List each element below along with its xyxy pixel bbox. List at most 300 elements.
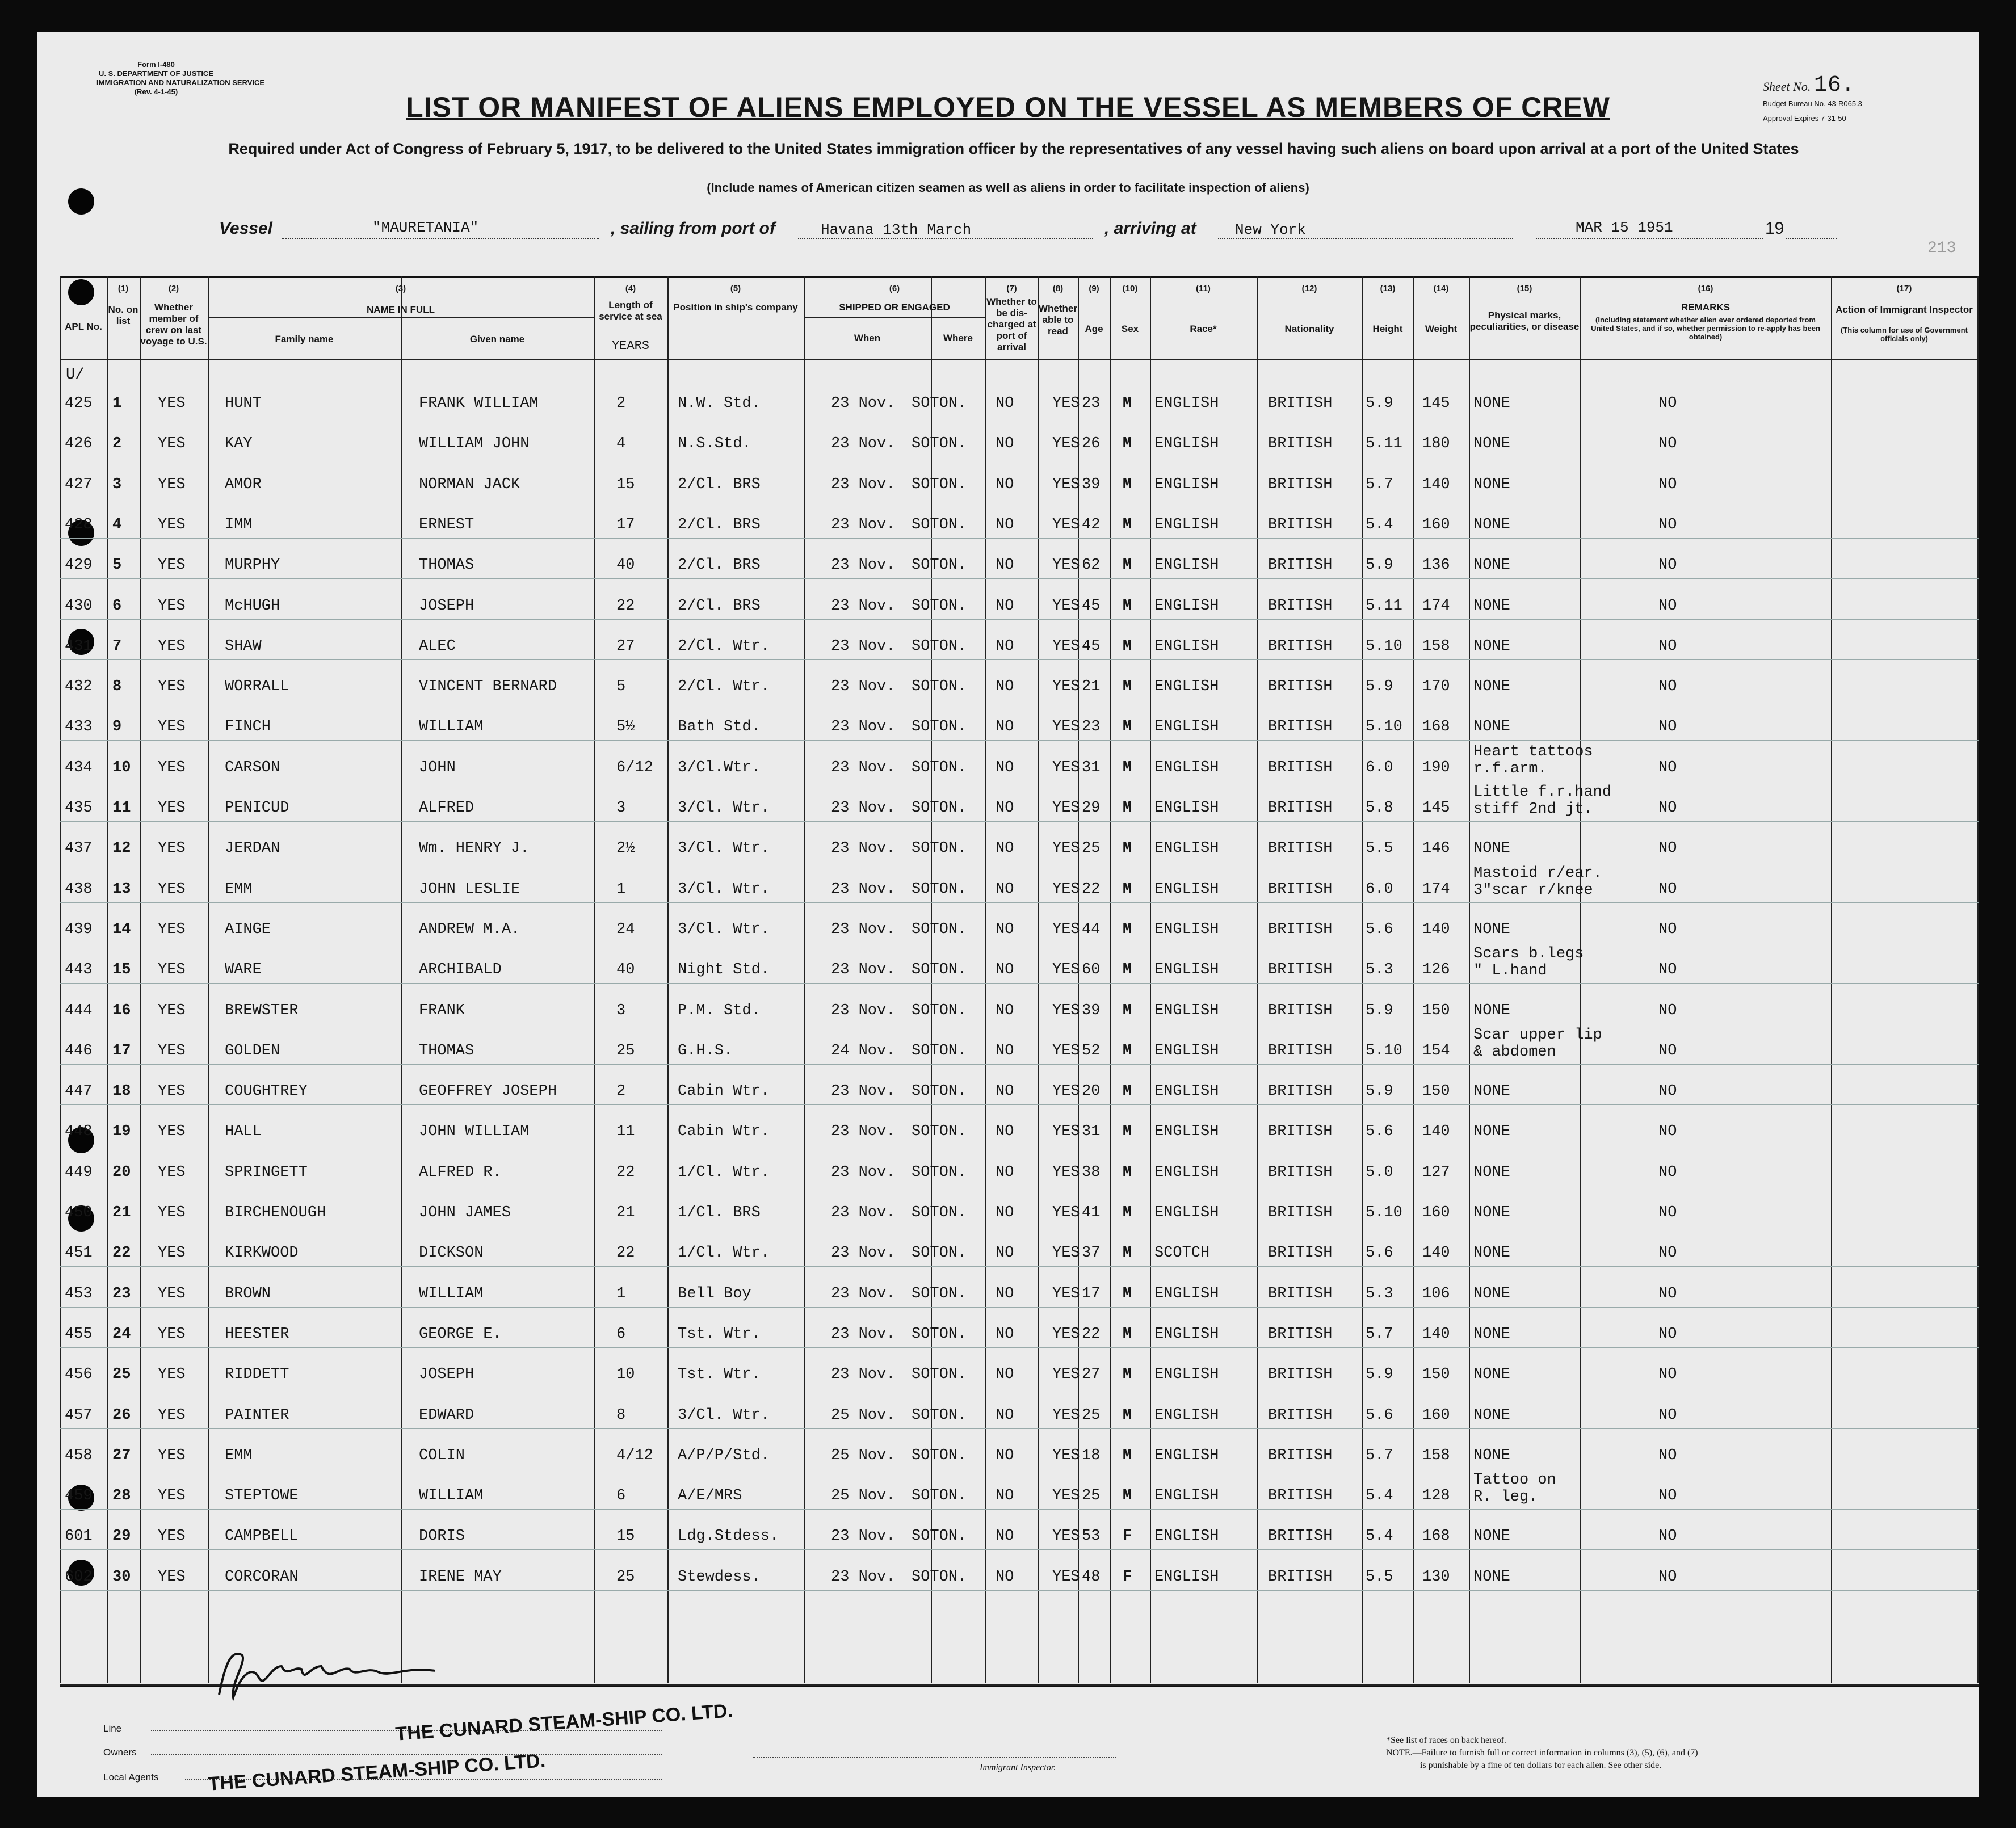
- shipped-where: SOTON.: [912, 1043, 967, 1060]
- sex: M: [1123, 759, 1132, 776]
- crew-member-flag: YES: [158, 598, 186, 615]
- able-to-read: YES: [1052, 800, 1080, 817]
- shipped-where: SOTON.: [912, 1204, 967, 1221]
- nationality: BRITISH: [1268, 1164, 1333, 1181]
- remarks: NO: [1658, 1123, 1677, 1140]
- crew-member-flag: YES: [158, 1002, 186, 1019]
- discharged-flag: NO: [996, 516, 1014, 533]
- height: 5.4: [1366, 1487, 1393, 1505]
- age: 44: [1082, 921, 1101, 938]
- row-rule: [60, 821, 1979, 822]
- years-of-service: 2: [616, 1083, 626, 1100]
- header-action: Action of Immigrant Inspector: [1836, 304, 1973, 315]
- given-name: ALEC: [419, 638, 456, 655]
- row-rule: [60, 740, 1979, 741]
- race: ENGLISH: [1154, 718, 1219, 736]
- nationality: BRITISH: [1268, 1407, 1333, 1424]
- height: 5.11: [1366, 598, 1402, 615]
- header-apl-no: APL No.: [65, 321, 102, 332]
- remarks: NO: [1658, 435, 1677, 452]
- race: ENGLISH: [1154, 1002, 1219, 1019]
- shipped-where: SOTON.: [912, 476, 967, 493]
- local-agents-label: Local Agents: [103, 1772, 159, 1783]
- ship-position: Tst. Wtr.: [678, 1326, 761, 1343]
- given-name: WILLIAM: [419, 1487, 484, 1505]
- physical-marks-continued: " L.hand: [1473, 963, 1547, 980]
- ship-position: Stewdess.: [678, 1569, 761, 1586]
- crew-member-flag: YES: [158, 476, 186, 493]
- nationality: BRITISH: [1268, 1447, 1333, 1464]
- shipped-when: 23 Nov.: [831, 435, 896, 452]
- row-rule: [60, 1347, 1979, 1348]
- header-whether-member: Whether member of crew on last voyage to U.S.: [140, 302, 207, 347]
- crew-member-flag: YES: [158, 435, 186, 452]
- race: ENGLISH: [1154, 881, 1219, 898]
- given-name: COLIN: [419, 1447, 465, 1464]
- penalty-note-2: is punishable by a fine of ten dollars for each alien. See other side.: [1420, 1760, 1662, 1770]
- list-number: 29: [112, 1528, 131, 1545]
- row-rule: [60, 983, 1979, 984]
- sex: M: [1123, 435, 1132, 452]
- discharged-flag: NO: [996, 1043, 1014, 1060]
- shipped-where: SOTON.: [912, 435, 967, 452]
- given-name: JOHN WILLIAM: [419, 1123, 530, 1140]
- weight: 160: [1422, 1407, 1450, 1424]
- header-able-to-read: Whether able to read: [1039, 303, 1077, 337]
- family-name: CAMPBELL: [225, 1528, 299, 1545]
- physical-marks: NONE: [1473, 1164, 1510, 1181]
- remarks: NO: [1658, 840, 1677, 857]
- family-name: AINGE: [225, 921, 271, 938]
- able-to-read: YES: [1052, 1204, 1080, 1221]
- physical-marks: Little f.r.hand: [1473, 784, 1612, 801]
- weight: 140: [1422, 1326, 1450, 1343]
- sex: M: [1123, 516, 1132, 533]
- owners-label: Owners: [103, 1747, 137, 1758]
- years-of-service: 40: [616, 557, 635, 574]
- list-number: 7: [112, 638, 122, 655]
- shipped-when: 23 Nov.: [831, 1204, 896, 1221]
- shipped-when: 23 Nov.: [831, 598, 896, 615]
- height: 5.6: [1366, 1245, 1393, 1262]
- crew-member-flag: YES: [158, 881, 186, 898]
- height: 5.3: [1366, 1285, 1393, 1302]
- family-name: KIRKWOOD: [225, 1245, 299, 1262]
- family-name: AMOR: [225, 476, 262, 493]
- discharged-flag: NO: [996, 1569, 1014, 1586]
- ship-position: A/P/P/Std.: [678, 1447, 770, 1464]
- shipped-where: SOTON.: [912, 800, 967, 817]
- list-number: 17: [112, 1043, 131, 1060]
- family-name: BROWN: [225, 1285, 271, 1302]
- physical-marks-continued: stiff 2nd jt.: [1473, 801, 1593, 818]
- crew-member-flag: YES: [158, 840, 186, 857]
- nationality: BRITISH: [1268, 1083, 1333, 1100]
- discharged-flag: NO: [996, 1245, 1014, 1262]
- sex: M: [1123, 395, 1132, 412]
- height: 5.6: [1366, 921, 1393, 938]
- crew-member-flag: YES: [158, 557, 186, 574]
- able-to-read: YES: [1052, 1407, 1080, 1424]
- crew-member-flag: YES: [158, 1487, 186, 1505]
- list-number: 11: [112, 800, 131, 817]
- shipped-when: 23 Nov.: [831, 1569, 896, 1586]
- years-of-service: 24: [616, 921, 635, 938]
- weight: 145: [1422, 395, 1450, 412]
- shipped-where: SOTON.: [912, 1407, 967, 1424]
- years-of-service: 5½: [616, 718, 635, 736]
- weight: 140: [1422, 476, 1450, 493]
- physical-marks: NONE: [1473, 395, 1510, 412]
- given-name: ERNEST: [419, 516, 474, 533]
- sex: M: [1123, 1366, 1132, 1383]
- family-name: WORRALL: [225, 678, 289, 695]
- family-name: RIDDETT: [225, 1366, 289, 1383]
- nationality: BRITISH: [1268, 1569, 1333, 1586]
- discharged-flag: NO: [996, 921, 1014, 938]
- discharged-flag: NO: [996, 1326, 1014, 1343]
- remarks: NO: [1658, 1043, 1677, 1060]
- crew-member-flag: YES: [158, 1043, 186, 1060]
- nationality: BRITISH: [1268, 598, 1333, 615]
- header-position: Position in ship's company: [673, 302, 798, 313]
- physical-marks: NONE: [1473, 557, 1510, 574]
- family-name: SHAW: [225, 638, 262, 655]
- race: ENGLISH: [1154, 1366, 1219, 1383]
- family-name: PENICUD: [225, 800, 289, 817]
- family-name: FINCH: [225, 718, 271, 736]
- race: ENGLISH: [1154, 759, 1219, 776]
- able-to-read: YES: [1052, 1002, 1080, 1019]
- shipped-where: SOTON.: [912, 557, 967, 574]
- list-number: 12: [112, 840, 131, 857]
- remarks: NO: [1658, 1164, 1677, 1181]
- race: ENGLISH: [1154, 921, 1219, 938]
- height: 5.5: [1366, 840, 1393, 857]
- physical-marks: NONE: [1473, 1245, 1510, 1262]
- remarks: NO: [1658, 1487, 1677, 1505]
- nationality: BRITISH: [1268, 1245, 1333, 1262]
- crew-member-flag: YES: [158, 1528, 186, 1545]
- nationality: BRITISH: [1268, 800, 1333, 817]
- remarks: NO: [1658, 476, 1677, 493]
- years-of-service: 3: [616, 800, 626, 817]
- race: ENGLISH: [1154, 1123, 1219, 1140]
- race: ENGLISH: [1154, 638, 1219, 655]
- header-family-name: Family name: [275, 334, 334, 344]
- shipped-where: SOTON.: [912, 1487, 967, 1505]
- race: ENGLISH: [1154, 557, 1219, 574]
- shipped-when: 25 Nov.: [831, 1447, 896, 1464]
- list-number: 21: [112, 1204, 131, 1221]
- sex: M: [1123, 881, 1132, 898]
- list-number: 9: [112, 718, 122, 736]
- nationality: BRITISH: [1268, 759, 1333, 776]
- discharged-flag: NO: [996, 1487, 1014, 1505]
- family-name: SPRINGETT: [225, 1164, 308, 1181]
- weight: 128: [1422, 1487, 1450, 1505]
- crew-member-flag: YES: [158, 1285, 186, 1302]
- height: 5.7: [1366, 1326, 1393, 1343]
- height: 5.9: [1366, 395, 1393, 412]
- shipped-where: SOTON.: [912, 516, 967, 533]
- family-name: STEPTOWE: [225, 1487, 299, 1505]
- family-name: KAY: [225, 435, 253, 452]
- ship-position: Tst. Wtr.: [678, 1366, 761, 1383]
- able-to-read: YES: [1052, 557, 1080, 574]
- crew-member-flag: YES: [158, 1164, 186, 1181]
- age: 26: [1082, 435, 1101, 452]
- apl-number: 447: [65, 1083, 93, 1100]
- years-of-service: 4: [616, 435, 626, 452]
- list-number: 10: [112, 759, 131, 776]
- given-name: GEORGE E.: [419, 1326, 502, 1343]
- crew-member-flag: YES: [158, 1447, 186, 1464]
- sex: M: [1123, 476, 1132, 493]
- years-of-service: 2½: [616, 840, 635, 857]
- years-of-service: 22: [616, 1245, 635, 1262]
- discharged-flag: NO: [996, 1002, 1014, 1019]
- nationality: BRITISH: [1268, 1326, 1333, 1343]
- physical-marks: NONE: [1473, 1204, 1510, 1221]
- row-rule: [60, 1590, 1979, 1591]
- apl-number: 427: [65, 476, 93, 493]
- years-of-service: 10: [616, 1366, 635, 1383]
- header-remarks: REMARKS: [1681, 302, 1730, 313]
- apl-number: 434: [65, 759, 93, 776]
- ship-position: Cabin Wtr.: [678, 1083, 770, 1100]
- sailing-label: , sailing from port of: [611, 219, 775, 238]
- header-where: Where: [943, 333, 973, 343]
- race: ENGLISH: [1154, 840, 1219, 857]
- sex: M: [1123, 638, 1132, 655]
- given-name: JOSEPH: [419, 598, 474, 615]
- family-name: COUGHTREY: [225, 1083, 308, 1100]
- apl-number: 458: [65, 1447, 93, 1464]
- remarks: NO: [1658, 557, 1677, 574]
- height: 5.6: [1366, 1407, 1393, 1424]
- race: ENGLISH: [1154, 678, 1219, 695]
- remarks: NO: [1658, 921, 1677, 938]
- apl-number: 443: [65, 961, 93, 978]
- given-name: GEOFFREY JOSEPH: [419, 1083, 557, 1100]
- shipped-when: 23 Nov.: [831, 1164, 896, 1181]
- shipped-when: 23 Nov.: [831, 1326, 896, 1343]
- years-of-service: 1: [616, 1285, 626, 1302]
- shipped-when: 23 Nov.: [831, 800, 896, 817]
- shipped-when: 23 Nov.: [831, 557, 896, 574]
- remarks: NO: [1658, 1245, 1677, 1262]
- physical-marks: NONE: [1473, 1002, 1510, 1019]
- weight: 150: [1422, 1083, 1450, 1100]
- height: 5.0: [1366, 1164, 1393, 1181]
- given-name: WILLIAM JOHN: [419, 435, 530, 452]
- form-number: Form I-480: [137, 60, 175, 69]
- discharged-flag: NO: [996, 395, 1014, 412]
- weight: 146: [1422, 840, 1450, 857]
- sheet-number-value: 16.: [1813, 73, 1855, 98]
- apl-number: 428: [65, 516, 93, 533]
- header-nationality: Nationality: [1284, 323, 1334, 334]
- able-to-read: YES: [1052, 598, 1080, 615]
- vessel-field: "MAURETANIA": [282, 219, 599, 239]
- crew-member-flag: YES: [158, 800, 186, 817]
- apl-number: 444: [65, 1002, 93, 1019]
- nationality: BRITISH: [1268, 395, 1333, 412]
- family-name: EMM: [225, 881, 253, 898]
- years-of-service: 22: [616, 598, 635, 615]
- weight: 158: [1422, 1447, 1450, 1464]
- shipped-when: 25 Nov.: [831, 1487, 896, 1505]
- given-name: WILLIAM: [419, 1285, 484, 1302]
- years-of-service: 2: [616, 395, 626, 412]
- crew-member-flag: YES: [158, 1123, 186, 1140]
- given-name: THOMAS: [419, 557, 474, 574]
- apl-number: 446: [65, 1043, 93, 1060]
- shipped-where: SOTON.: [912, 395, 967, 412]
- remarks: NO: [1658, 395, 1677, 412]
- remarks: NO: [1658, 1407, 1677, 1424]
- ship-position: Bath Std.: [678, 718, 761, 736]
- remarks: NO: [1658, 1285, 1677, 1302]
- discharged-flag: NO: [996, 1407, 1014, 1424]
- weight: 106: [1422, 1285, 1450, 1302]
- header-weight: Weight: [1425, 323, 1458, 334]
- nationality: BRITISH: [1268, 435, 1333, 452]
- remarks: NO: [1658, 1002, 1677, 1019]
- years-of-service: 21: [616, 1204, 635, 1221]
- able-to-read: YES: [1052, 678, 1080, 695]
- sex: M: [1123, 598, 1132, 615]
- apl-number: 453: [65, 1285, 93, 1302]
- nationality: BRITISH: [1268, 638, 1333, 655]
- years-of-service: 17: [616, 516, 635, 533]
- ship-position: 2/Cl. Wtr.: [678, 638, 770, 655]
- years-of-service: 6: [616, 1326, 626, 1343]
- shipped-when: 24 Nov.: [831, 1043, 896, 1060]
- given-name: ARCHIBALD: [419, 961, 502, 978]
- crew-member-flag: YES: [158, 395, 186, 412]
- crew-member-flag: YES: [158, 1407, 186, 1424]
- ship-position: 3/Cl. Wtr.: [678, 1407, 770, 1424]
- crew-member-flag: YES: [158, 1366, 186, 1383]
- nationality: BRITISH: [1268, 961, 1333, 978]
- height: 5.10: [1366, 638, 1402, 655]
- shipped-when: 23 Nov.: [831, 961, 896, 978]
- nationality: BRITISH: [1268, 1123, 1333, 1140]
- remarks: NO: [1658, 1204, 1677, 1221]
- family-name: GOLDEN: [225, 1043, 280, 1060]
- discharged-flag: NO: [996, 961, 1014, 978]
- race: ENGLISH: [1154, 476, 1219, 493]
- apl-number: 437: [65, 840, 93, 857]
- ship-position: G.H.S.: [678, 1043, 733, 1060]
- shipped-when: 23 Nov.: [831, 759, 896, 776]
- race: ENGLISH: [1154, 1528, 1219, 1545]
- ship-position: 1/Cl. Wtr.: [678, 1245, 770, 1262]
- sex: M: [1123, 921, 1132, 938]
- age: 39: [1082, 476, 1101, 493]
- family-name: CARSON: [225, 759, 280, 776]
- nationality: BRITISH: [1268, 881, 1333, 898]
- remarks: NO: [1658, 678, 1677, 695]
- shipped-when: 23 Nov.: [831, 638, 896, 655]
- sex: M: [1123, 1447, 1132, 1464]
- given-name: NORMAN JACK: [419, 476, 520, 493]
- years-of-service: 8: [616, 1407, 626, 1424]
- ship-position: 3/Cl.Wtr.: [678, 759, 761, 776]
- shipped-where: SOTON.: [912, 961, 967, 978]
- able-to-read: YES: [1052, 1164, 1080, 1181]
- shipped-where: SOTON.: [912, 1326, 967, 1343]
- header-shipped-or-engaged: SHIPPED OR ENGAGED: [839, 302, 950, 313]
- physical-marks: NONE: [1473, 1366, 1510, 1383]
- apl-number: 451: [65, 1245, 93, 1262]
- weight: 180: [1422, 435, 1450, 452]
- age: 22: [1082, 881, 1101, 898]
- discharged-flag: NO: [996, 800, 1014, 817]
- shipped-where: SOTON.: [912, 1528, 967, 1545]
- able-to-read: YES: [1052, 1043, 1080, 1060]
- height: 5.8: [1366, 800, 1393, 817]
- apl-number: 430: [65, 598, 93, 615]
- stamp-number: 213: [1927, 239, 1956, 257]
- family-name: MURPHY: [225, 557, 280, 574]
- apl-number: 431: [65, 638, 93, 655]
- ship-position: 1/Cl. BRS: [678, 1204, 761, 1221]
- nationality: BRITISH: [1268, 1043, 1333, 1060]
- remarks: NO: [1658, 1569, 1677, 1586]
- discharged-flag: NO: [996, 557, 1014, 574]
- age: 25: [1082, 1407, 1101, 1424]
- owners-stamp: THE CUNARD STEAM-SHIP CO. LTD.: [394, 1700, 734, 1745]
- row-rule: [60, 1549, 1979, 1550]
- header-discharged: Whether to be dis-charged at port of arrival: [986, 296, 1037, 352]
- apl-number: 429: [65, 557, 93, 574]
- physical-marks: NONE: [1473, 1083, 1510, 1100]
- age: 20: [1082, 1083, 1101, 1100]
- ship-position: 3/Cl. Wtr.: [678, 921, 770, 938]
- years-of-service: 25: [616, 1043, 635, 1060]
- able-to-read: YES: [1052, 638, 1080, 655]
- remarks: NO: [1658, 1447, 1677, 1464]
- able-to-read: YES: [1052, 435, 1080, 452]
- weight: 168: [1422, 718, 1450, 736]
- age: 25: [1082, 1487, 1101, 1505]
- family-name: EMM: [225, 1447, 253, 1464]
- given-name: FRANK WILLIAM: [419, 395, 539, 412]
- discharged-flag: NO: [996, 598, 1014, 615]
- nationality: BRITISH: [1268, 840, 1333, 857]
- ship-position: Night Std.: [678, 961, 770, 978]
- able-to-read: YES: [1052, 881, 1080, 898]
- sex: M: [1123, 1002, 1132, 1019]
- physical-marks: NONE: [1473, 1569, 1510, 1586]
- race: ENGLISH: [1154, 1164, 1219, 1181]
- able-to-read: YES: [1052, 1083, 1080, 1100]
- age: 62: [1082, 557, 1101, 574]
- shipped-where: SOTON.: [912, 678, 967, 695]
- arrival-field: New York: [1218, 219, 1513, 239]
- list-number: 20: [112, 1164, 131, 1181]
- weight: 154: [1422, 1043, 1450, 1060]
- race: ENGLISH: [1154, 598, 1219, 615]
- sex: M: [1123, 800, 1132, 817]
- able-to-read: YES: [1052, 1487, 1080, 1505]
- apl-number: 459: [65, 1487, 93, 1505]
- physical-marks: NONE: [1473, 1447, 1510, 1464]
- years-of-service: 1: [616, 881, 626, 898]
